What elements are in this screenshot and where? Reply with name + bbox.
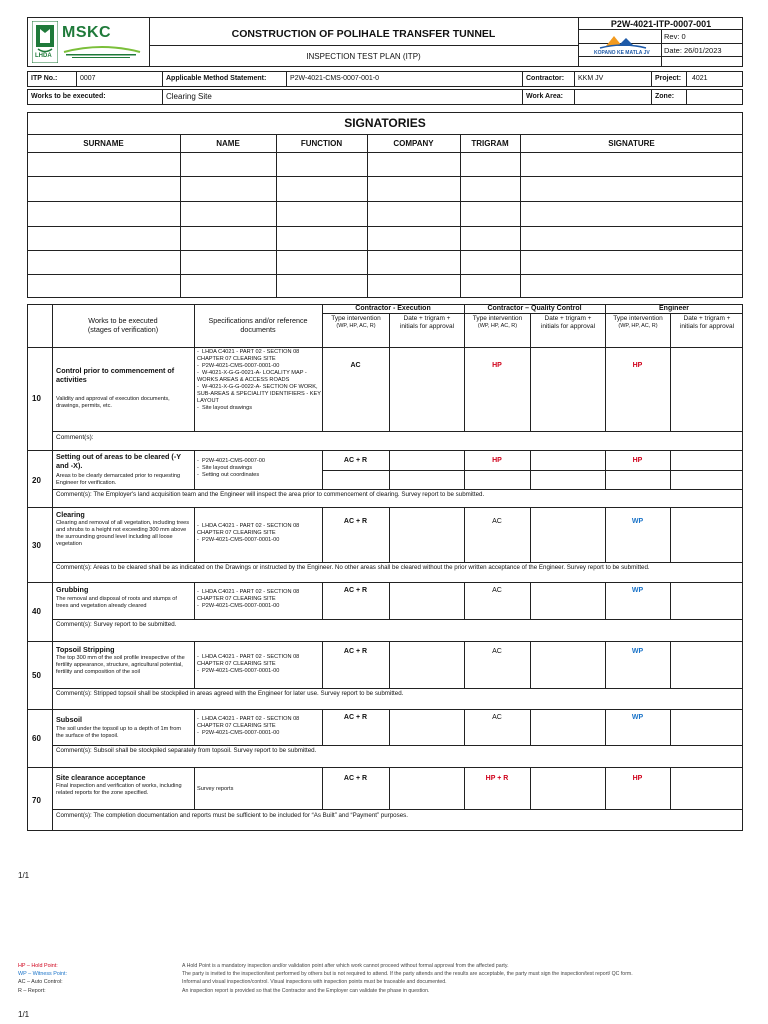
sig-col-function: FUNCTION [300,139,343,148]
row-30-spec-0: - LHDA C4021 - PART 02 - SECTION 08 CHAPTER 07 CLEARING SITE [197,523,300,536]
row-40-eng: WP [631,587,644,594]
legend-ac-key: AC – Auto Control: [18,979,63,985]
row-10-spec-2-text: W-4021-X-G-G-0021-A- LOCALITY MAP - WORKS AREAS & ACCESS ROADS [197,370,307,383]
row-10-spec-3: - W-4021-X-G-G-0022-A- SECTION OF WORK, SUB-AREAS & SPECIALITY IDENTIFIERS - KEY LAYOUT [197,384,321,404]
row-20-spec-0: - P2W-4021-CMS-0007-00 [197,458,265,464]
row-20-spec-2-text: Setting out coordinates [201,472,260,478]
issue-date: Date: 26/01/2023 [664,46,722,55]
row-40-spec-0: - LHDA C4021 - PART 02 - SECTION 08 CHAPTER 07 CLEARING SITE [197,589,300,602]
qc-date-header: Date + trigram + initials for approval [540,315,596,330]
row-70-qc: HP + R [485,775,509,782]
contractor-label: Contractor: [526,75,565,82]
row-60-spec-1: - P2W-4021-CMS-0007-0001-00 [197,730,280,736]
document-subtitle: INSPECTION TEST PLAN (ITP) [306,52,421,61]
sig-col-trigram: TRIGRAM [471,139,509,148]
row-60-number: 60 [32,734,41,743]
row-30-number: 30 [32,541,41,550]
row-50-desc: The top 300 mm of the soil profile irrespective of the fertility appearance, structure, agricultural potential, fertility and composition of the soil [56,655,185,675]
row-60-qc: AC [492,714,502,721]
work-area-label: Work Area: [526,93,563,100]
row-10-qc: HP [492,362,502,369]
row-70-number: 70 [32,796,41,805]
row-50-specs [197,654,321,675]
info-row-2 [27,89,743,105]
lhda-logo [32,21,58,63]
row-20-comment: Comment(s): The Employer's land acquisition team and the Engineer will inspect the area prior to commencement of clearing. Survey report to be submitted. [56,491,485,498]
row-10-spec-2: - W-4021-X-G-G-0021-A- LOCALITY MAP - WORKS AREAS & ACCESS ROADS [197,370,307,383]
exec-type-sub: (WP, HP, AC, R) [336,323,376,329]
col-works-header [52,316,194,334]
row-70-comment: Comment(s): The completion documentation and reports must be sufficient to be included for “As Built” and “Payment” purposes. [56,812,408,819]
row-20-number: 20 [32,476,41,485]
eng-type-label: Type intervention [613,315,663,322]
row-30-eng: WP [631,518,644,525]
row-30-spec-1: - P2W-4021-CMS-0007-0001-00 [197,537,280,543]
project-value: 4021 [692,75,708,82]
qc-type-header [465,315,530,331]
eng-date-header: Date + trigram + initials for approval [679,315,735,330]
row-70-title: Site clearance acceptance [56,773,146,782]
legend-hp-text: A Hold Point is a mandatory inspection and/or validation point after which work cannot proceed without formal approval from the affected party. [182,963,509,969]
row-20-eng: HP [632,457,643,464]
row-30-exec: AC + R [343,518,368,525]
group-exec-header: Contractor - Execution [355,305,431,312]
row-30-qc: AC [492,518,502,525]
legend-wp-key: WP – Witness Point: [18,971,68,977]
row-10-desc: Validity and approval of execution documents, drawings, permits, etc. [56,396,170,409]
signatories-title: SIGNATORIES [344,116,426,130]
row-60-exec: AC + R [343,714,368,721]
row-70-exec: AC + R [343,775,368,782]
row-10-spec-0: - LHDA C4021 - PART 02 - SECTION 08 CHAPTER 07 CLEARING SITE [197,349,300,362]
row-60-specs [197,716,321,737]
qc-type-label: Type intervention [472,315,523,322]
row-50-spec-0: - LHDA C4021 - PART 02 - SECTION 08 CHAPTER 07 CLEARING SITE [197,654,300,667]
exec-type-label: Type intervention [331,315,381,322]
row-10-spec-1-text: P2W-4021-CMS-0007-0001-00 [201,363,280,369]
row-40-specs [197,589,321,610]
document-number: P2W-4021-ITP-0007-001 [610,19,712,29]
group-eng-header: Engineer [659,305,689,312]
row-10-eng: HP [632,362,643,369]
row-40-qc: AC [492,587,502,594]
row-40-number: 40 [32,607,41,616]
legend-wp-text: The party is invited to the inspection/test performed by others but is not required to attend. If the party attends and the results are acceptable, the party must sign the inspection/test report/ QC form. [182,971,633,977]
row-10-comment: Comment(s): [56,434,94,441]
row-60-spec-0: - LHDA C4021 - PART 02 - SECTION 08 CHAPTER 07 CLEARING SITE [197,716,300,729]
row-40-spec-1-text: P2W-4021-CMS-0007-0001-00 [201,603,280,609]
row-50-spec-1: - P2W-4021-CMS-0007-0001-00 [197,668,280,674]
row-60-eng: WP [631,714,644,721]
row-40-title: Grubbing [56,585,89,594]
row-20-spec-1: - Site layout drawings [197,465,253,471]
row-20-spec-1-text: Site layout drawings [201,465,253,471]
revision: Rev: 0 [664,32,686,41]
row-20-specs [197,458,321,479]
page-number-bottom: 1/1 [18,1010,30,1019]
itp-no-label: ITP No.: [31,75,58,82]
row-30-spec-0-text: LHDA C4021 - PART 02 - SECTION 08 CHAPTER 07 CLEARING SITE [197,523,300,536]
row-70-specs: Survey reports [197,786,234,792]
document-title: CONSTRUCTION OF POLIHALE TRANSFER TUNNEL [231,28,496,40]
row-50-exec: AC + R [343,648,368,655]
row-20-qc: HP [492,457,502,464]
row-50-number: 50 [32,671,41,680]
sig-col-surname: SURNAME [83,139,124,148]
row-20-desc: Areas to be clearly demarcated prior to requesting Engineer for verification. [56,473,181,486]
row-20-title: Setting out of areas to be cleared (-Y and -X). [56,452,181,470]
works-value: Clearing Site [166,92,212,101]
legend-r-key: R – Report: [18,988,46,994]
row-50-eng: WP [631,648,644,655]
legend-hp-key: HP – Hold Point: [18,963,58,969]
row-10-specs [197,349,321,412]
row-70-eng: HP [632,775,643,782]
project-label: Project: [655,75,682,82]
row-10-number: 10 [32,394,41,403]
row-30-desc: Clearing and removal of all vegetation, including trees and shrubs to a height not exceeding 300 mm above the surrounding ground level including all loose vegetation [56,520,190,547]
exec-type-header [323,315,389,331]
eng-type-sub: (WP, HP, AC, R) [618,323,658,329]
row-20-spec-0-text: P2W-4021-CMS-0007-00 [201,458,265,464]
row-50-title: Topsoil Stripping [56,645,115,654]
qc-type-sub: (WP, HP, AC, R) [477,323,518,329]
zone-label: Zone: [655,93,675,100]
exec-date-header: Date + trigram + initials for approval [399,315,455,330]
row-20-exec: AC + R [343,457,368,464]
row-60-spec-1-text: P2W-4021-CMS-0007-0001-00 [201,730,280,736]
row-30-comment: Comment(s): Areas to be cleared shall be as indicated on the Drawings or instructed by the Engineer. No other areas shall be cleared without the prior written acceptance of the Engineer. Survey report to be submitted. [56,564,650,571]
row-40-spec-0-text: LHDA C4021 - PART 02 - SECTION 08 CHAPTER 07 CLEARING SITE [197,589,300,602]
legend-r-text: An inspection report is provided so that the Contractor and the Employer can validate the phase in question. [182,988,430,994]
eng-type-header [606,315,670,331]
contractor-value: KKM JV [578,75,604,82]
row-50-spec-0-text: LHDA C4021 - PART 02 - SECTION 08 CHAPTER 07 CLEARING SITE [197,654,300,667]
page-number: 1/1 [18,871,30,880]
row-60-title: Subsoil [56,715,82,724]
row-30-spec-1-text: P2W-4021-CMS-0007-0001-00 [201,537,280,543]
lhda-label: LHDA [35,53,52,59]
row-10-title: Control prior to commencement of activities [56,366,175,384]
method-statement-label: Applicable Method Statement: [166,75,267,82]
mskc-logo-swoosh [62,44,142,60]
row-70-desc: Final inspection and verification of works, including related reports for the zone specified. [56,783,182,796]
row-60-comment: Comment(s): Subsoil shall be stockpiled separately from topsoil. Survey report to be submitted. [56,747,317,754]
row-50-spec-1-text: P2W-4021-CMS-0007-0001-00 [201,668,280,674]
info-row-1 [27,71,743,87]
row-60-spec-0-text: LHDA C4021 - PART 02 - SECTION 08 CHAPTER 07 CLEARING SITE [197,716,300,729]
row-40-comment: Comment(s): Survey report to be submitted. [56,621,177,628]
mskc-logo-text: MSKC [62,24,112,41]
row-10-exec: AC [350,362,361,369]
kkm-logo-label: KOPANO KE MATLA JV [594,50,650,56]
row-50-comment: Comment(s): Stripped topsoil shall be stockpiled in areas agreed with the Engineer for later use. Survey report to be submitted. [56,690,404,697]
row-30-specs [197,523,321,544]
row-40-desc: The removal and disposal of roots and stumps of trees and vegetation already cleared [56,596,177,609]
group-qc-header: Contractor – Quality Control [487,305,582,312]
col-works-header-text: Works to be executed (stages of verification) [87,316,159,334]
itp-no-value: 0007 [80,75,96,82]
works-label: Works to be executed: [31,93,106,100]
row-10-spec-1: - P2W-4021-CMS-0007-0001-00 [197,363,280,369]
sig-col-signature: SIGNATURE [608,139,655,148]
kkm-logo [592,32,654,64]
method-statement-value: P2W-4021-CMS-0007-001-0 [290,75,379,82]
sig-col-company: COMPANY [393,139,434,148]
row-10-spec-4-text: Site layout drawings [201,405,253,411]
row-60-desc: The soil under the topsoil up to a depth of 1m from the surface of the topsoil. [56,726,181,739]
row-10-spec-0-text: LHDA C4021 - PART 02 - SECTION 08 CHAPTER 07 CLEARING SITE [197,349,300,362]
row-30-title: Clearing [56,510,85,519]
row-10-spec-3-text: W-4021-X-G-G-0022-A- SECTION OF WORK, SUB-AREAS & SPECIALITY IDENTIFIERS - KEY LAYOUT [197,384,321,404]
row-50-qc: AC [492,648,502,655]
sig-col-name: NAME [216,139,240,148]
row-40-spec-1: - P2W-4021-CMS-0007-0001-00 [197,603,280,609]
legend-ac-text: Informal and visual inspection/control. Visual inspections with inspection points must be traceable and documented. [182,979,447,985]
row-10-spec-4: - Site layout drawings [197,405,253,411]
row-20-spec-2: - Setting out coordinates [197,472,260,478]
row-40-exec: AC + R [343,587,368,594]
col-specs-header: Specifications and/or reference documents [208,316,308,334]
